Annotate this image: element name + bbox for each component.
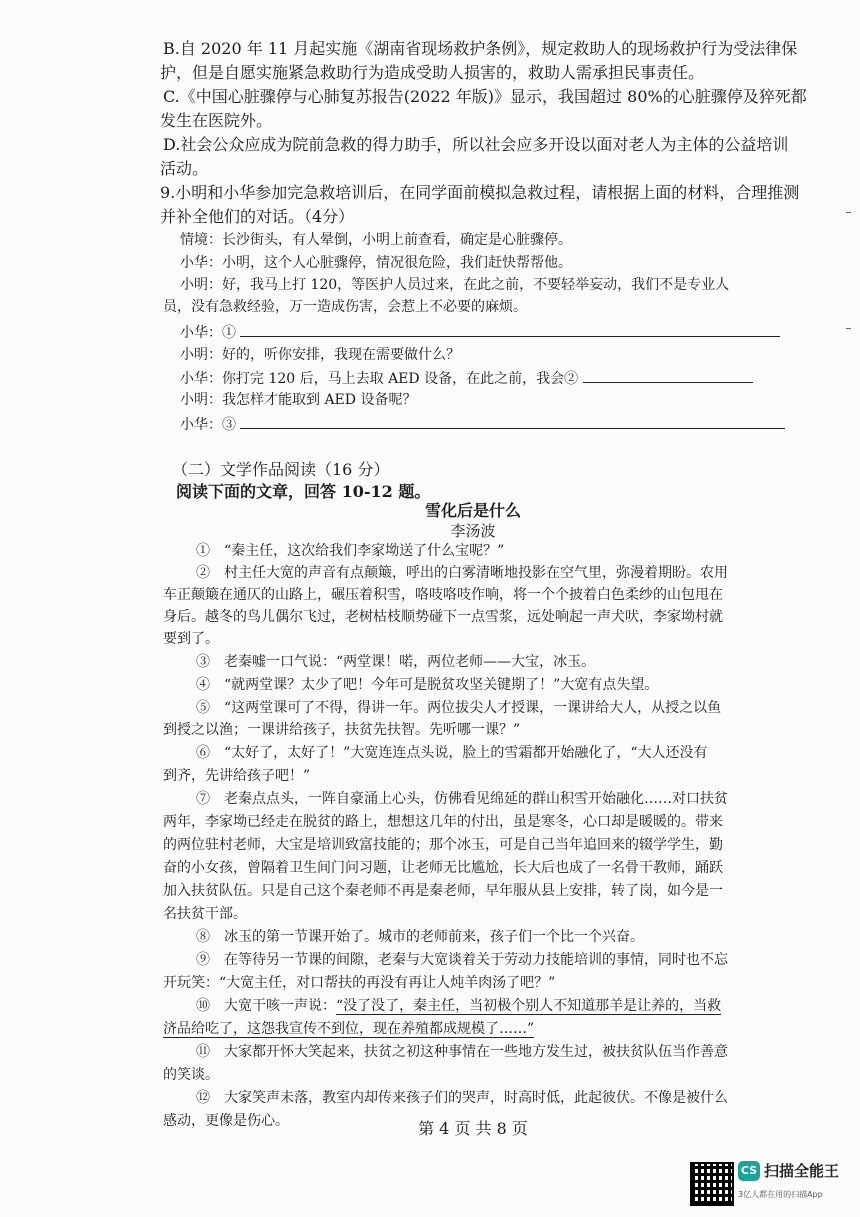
paragraph-1: ① “秦主任，这次给我们李家坳送了什么宝呢？” — [196, 543, 505, 559]
page-number: 第 4 页 共 8 页 — [418, 1119, 528, 1138]
paragraph-2-line2: 车正颠簸在通仄的山路上，碾压着积雪，咯吱咯吱作响，将一个个披着白色柔纱的山包甩在 — [163, 587, 723, 603]
scan-mark — [846, 212, 851, 213]
dialogue-line-2b: 员，没有急救经验，万一造成伤害，会惹上不必要的麻烦。 — [163, 299, 527, 315]
option-b-line2: 护，但是自愿实施紧急救助行为造成受助人损害的，救助人需承担民事责任。 — [160, 63, 705, 82]
paragraph-4: ④ “就两堂课？太少了吧！今年可是脱贫攻坚关键期了！”大宽有点失望。 — [196, 677, 659, 693]
paragraph-9-line2: 开玩笑：“大宽主任，对口帮扶的再没有再让人炖羊肉汤了吧？” — [163, 975, 556, 991]
article-author: 李汤波 — [450, 522, 496, 540]
paragraph-2-line3: 身后。越冬的鸟儿偶尔飞过，老树枯枝顺势碰下一点雪浆，远处响起一声犬吠，李家坳村就 — [163, 609, 723, 625]
answer-2-row — [180, 366, 800, 390]
scan-mark — [846, 328, 851, 329]
paragraph-6-line2: 到齐，先讲给孩子吧！” — [163, 768, 311, 784]
dialogue-line-1: 小华：小明，这个人心脏骤停，情况很危险，我们赶快帮帮他。 — [180, 255, 572, 271]
paragraph-7-line4: 奋的小女孩，曾隔着卫生间门问习题，让老师无比尴尬，长大后也成了一名骨干教师，踊跃 — [163, 860, 723, 876]
paragraph-10-line2 — [163, 1018, 783, 1040]
answer-1-label: 小华：① — [180, 325, 236, 341]
paragraph-9-line1: ⑨ 在等待另一节课的间隙，老秦与大宽谈着关于劳动力技能培训的事情，同时也不忘 — [196, 952, 728, 968]
option-c-line2: 发生在医院外。 — [160, 111, 273, 130]
paragraph-7-line1: ⑦ 老秦点点头，一阵自豪涌上心头，仿佛看见绵延的群山积雪开始融化……对口扶贫 — [196, 791, 728, 807]
answer-3-blank[interactable] — [240, 412, 785, 429]
paragraph-11-line1: ⑪ 大家都开怀大笑起来，扶贫之初这种事情在一些地方发生过，被扶贫队伍当作善意 — [196, 1044, 728, 1060]
paragraph-12-line1: ⑫ 大家笑声未落，教室内却传来孩子们的哭声，时高时低，此起彼伏。不像是被什么 — [196, 1090, 728, 1106]
dialogue-line-6: 小明：我怎样才能取到 AED 设备呢？ — [180, 392, 417, 408]
paragraph-7-line3: 的两位驻村老师，大宝是培训致富技能的；那个冰玉，可是自己当年追回来的辍学学生，勤 — [163, 837, 723, 853]
answer-1-row — [180, 320, 800, 344]
paragraph-11-line2: 的笑谈。 — [163, 1067, 219, 1083]
paragraph-10-lead: ⑩ 大宽干咳一声说： — [196, 998, 336, 1014]
camscanner-tagline: 3亿人都在用的扫描App — [738, 1190, 823, 1199]
paragraph-2-line4: 要到了。 — [163, 631, 219, 647]
option-d-line2: 活动。 — [160, 159, 209, 178]
paragraph-6-line1: ⑥ “太好了，太好了！”大宽连连点头说，脸上的雪霜都开始融化了，“大人还没有 — [196, 745, 708, 761]
answer-2-label: 小华：你打完 120 后，马上去取 AED 设备，在此之前，我会② — [180, 371, 579, 387]
option-d-line1: D.社会公众应成为院前急救的得力助手，所以社会应多开设以面对老人为主体的公益培训 — [163, 135, 789, 154]
option-c-line1: C.《中国心脏骤停与心肺复苏报告(2022 年版)》显示，我国超过 80%的心脏骤停及猝死都 — [163, 87, 807, 106]
qr-code-icon — [690, 1162, 734, 1206]
paragraph-2-line1: ② 村主任大宽的声音有点颠簸，呼出的白雾清晰地投影在空气里，弥漫着期盼。农用 — [196, 565, 728, 581]
question-9-line2: 并补全他们的对话。（4分） — [160, 207, 355, 226]
answer-1-blank[interactable] — [240, 320, 780, 337]
answer-2-blank[interactable] — [583, 366, 753, 383]
paragraph-7-line5: 加入扶贫队伍。只是自己这个秦老师不再是秦老师，早年服从县上安排，转了岗，如今是一 — [163, 883, 723, 899]
paragraph-7-line6: 名扶贫干部。 — [163, 906, 247, 922]
paragraph-8: ⑧ 冰玉的第一节课开始了。城市的老师前来，孩子们一个比一个兴奋。 — [196, 929, 644, 945]
article-title: 雪化后是什么 — [424, 501, 521, 520]
question-9-line1: 9.小明和小华参加完急救培训后，在同学面前模拟急救过程，请根据上面的材料，合理推测 — [160, 183, 800, 202]
dialogue-line-4: 小明：好的，听你安排，我现在需要做什么？ — [180, 347, 460, 363]
dialogue-line-2a: 小明：好，我马上打 120，等医护人员过来，在此之前，不要轻举妄动，我们不是专业人 — [180, 277, 730, 293]
section-heading: （二）文学作品阅读（16 分） — [172, 460, 390, 479]
paragraph-10-underlined-a: “没了没了，秦主任，当初极个别人不知道那羊是让养的，当救 — [336, 998, 722, 1014]
paragraph-5-line2: 到授之以渔；一课讲给孩子，扶贫先扶智。先听哪一课？” — [163, 722, 521, 738]
paragraph-5-line1: ⑤ “这两堂课可了不得，得讲一年。两位拔尖人才授课，一课讲给大人，从授之以鱼 — [196, 700, 722, 716]
paragraph-10-line1 — [196, 995, 816, 1017]
paragraph-3: ③ 老秦嘘一口气说：“两堂课！喏，两位老师——大宝，冰玉。 — [196, 654, 596, 670]
paragraph-7-line2: 两年，李家坳已经走在脱贫的路上，想想这几年的付出，虽是寒冬，心口却是暖暖的。带来 — [163, 814, 723, 830]
paragraph-12-line2: 感动，更像是伤心。 — [163, 1113, 289, 1129]
section-instruction: 阅读下面的文章，回答 10-12 题。 — [176, 482, 431, 501]
option-b-line1: B.自 2020 年 11 月起实施《湖南省现场救护条例》，规定救助人的现场救护行为受法律保 — [163, 39, 798, 58]
paragraph-10-underlined-b: 济品给吃了，这怨我宣传不到位，现在养殖都成规模了……” — [163, 1021, 535, 1037]
dialogue-scene: 情境：长沙街头，有人晕倒，小明上前查看，确定是心脏骤停。 — [180, 232, 572, 248]
answer-3-label: 小华：③ — [180, 417, 236, 433]
camscanner-logo: CS — [738, 1161, 760, 1181]
answer-3-row — [180, 412, 800, 436]
camscanner-name: 扫描全能王 — [764, 1162, 840, 1180]
